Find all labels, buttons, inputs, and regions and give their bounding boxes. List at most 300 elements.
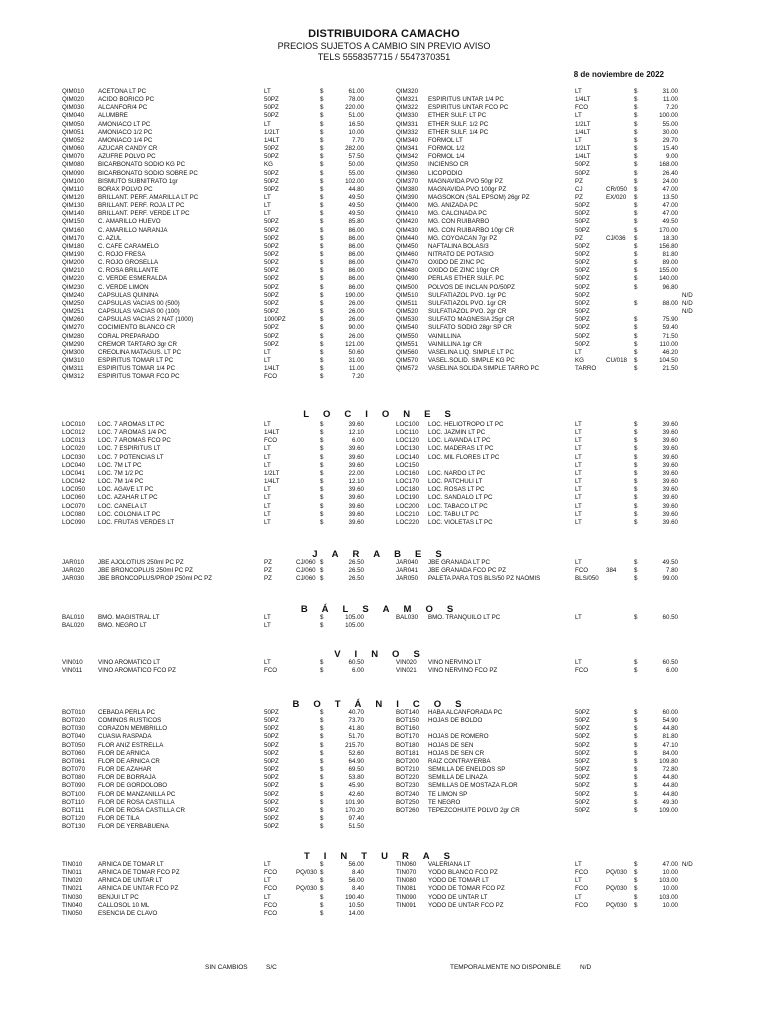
product-unit: LT [575,502,582,510]
product-code: BOT180 [396,741,420,749]
product-price: 72.80 [662,766,678,774]
product-row [0,333,768,341]
product-cur: $ [320,316,324,324]
product-row [0,96,768,104]
product-row [0,823,768,831]
product-unit: 50PZ [264,145,279,153]
product-desc: LOC. PATCHULI LT [428,478,483,486]
product-code: BOT080 [62,774,86,782]
product-price: 78.00 [348,96,364,104]
product-desc: SULFATIAZOL PVO. 2gr CR [428,308,507,316]
product-row [0,267,768,275]
product-code: QIM510 [396,291,419,299]
product-price: 39.60 [662,445,678,453]
product-desc: TE NEGRO [428,798,461,806]
product-code: LOC210 [396,510,420,518]
product-price: 47.10 [662,741,678,749]
product-price: 73.70 [348,717,364,725]
product-cur: $ [634,733,638,741]
product-code: QIM511 [396,299,418,307]
product-cur: $ [634,429,638,437]
product-price: 26.00 [348,316,364,324]
product-code: QIM321 [396,96,419,104]
product-desc: LOC. COLONIA LT PC [98,510,161,518]
document-date: 8 de noviembre de 2022 [573,70,664,79]
product-row [0,519,768,527]
product-unit: 50PZ [264,823,279,831]
product-code: QIM540 [396,324,419,332]
product-unit: 1/4LT [264,478,280,486]
product-code: LOC180 [396,486,420,494]
product-row [0,178,768,186]
product-cur: $ [634,283,638,291]
product-code: BOT170 [396,733,420,741]
product-row [0,104,768,112]
product-desc: ARNICA DE TOMAR FCO PZ [98,869,180,877]
product-unit: 50PZ [575,324,590,332]
product-desc: YODO DE UNTAR FCO PZ [428,901,504,909]
section-title: VINOS [334,649,434,660]
product-price: 101.90 [345,798,364,806]
product-desc: LOC. 7 AROMAS FCO PC [98,437,171,445]
product-code: LOC050 [62,486,86,494]
product-row [0,129,768,137]
product-price: 59.40 [662,324,678,332]
product-cur: $ [320,798,324,806]
product-desc: ETHER SULF. 1/2 PC [428,120,489,128]
product-code: BAL020 [62,622,85,630]
product-unit: LT [575,861,582,868]
product-row [0,511,768,519]
product-price: 47.00 [662,210,678,218]
product-cur: $ [634,667,638,675]
product-cur: $ [320,486,324,494]
product-code: QIM110 [62,185,84,193]
product-code: QIM312 [62,373,85,381]
product-unit: 50PZ [264,104,279,112]
product-desc: LOC. MIL FLORES LT PC [428,453,500,461]
product-desc: CAPSULAS QUININA [98,291,159,299]
product-unit: LT [575,437,582,445]
product-desc: FORMOL LT [428,136,463,144]
product-cur: $ [320,365,324,373]
product-unit: LT [264,614,271,621]
product-code: LOC041 [62,469,86,477]
product-unit: 50PZ [264,153,279,161]
product-unit: LT [264,518,271,526]
product-code: LOC012 [62,429,86,437]
product-code: QIM380 [396,185,419,193]
product-code: QIM440 [396,234,419,242]
product-desc: LOC. TABACO LT PC [428,502,488,510]
product-desc: ESPIRITUS TOMAR FCO PC [98,373,180,381]
product-price: 14.00 [348,909,364,917]
product-price: 39.60 [348,518,364,526]
product-unit: LT [575,659,582,666]
product-code: QIM150 [62,218,85,226]
product-row [0,575,768,583]
product-unit: 50PZ [575,316,590,324]
product-desc: CORAZON MEMBRILLO [98,725,168,733]
product-desc: FLOR DE BORRAJA [98,774,156,782]
product-price: 26.00 [348,299,364,307]
product-desc: BMO. MAGISTRAL LT [98,614,160,621]
product-desc: AZUFRE POLVO PC [98,153,156,161]
product-price: 100.00 [659,112,678,120]
product-cur: $ [634,461,638,469]
product-cur: $ [320,622,324,630]
product-code: QIM332 [396,128,419,136]
product-row [0,462,768,470]
product-desc: LOC. 7 POTENCIAS LT [98,453,164,461]
product-price: 39.60 [662,478,678,486]
product-cur: $ [320,251,324,258]
product-desc: ESPIRITUS TOMAR 1/4 PC [98,365,176,373]
product-cur: $ [320,169,324,177]
product-cur: $ [634,259,638,267]
product-unit: LT [264,494,271,502]
product-cur: $ [634,518,638,526]
product-sub: CJ/060 [296,567,316,575]
product-desc: PALETA PARA TOS BLS/50 PZ NAOMIS [428,575,541,583]
product-cur: $ [634,559,638,566]
product-price: 49.30 [662,798,678,806]
product-price: 89.00 [662,259,678,267]
product-code: LOC190 [396,494,420,502]
product-price: 11.00 [348,365,364,373]
product-row [0,161,768,169]
product-unit: 50PZ [575,733,590,741]
product-unit: 50PZ [575,299,590,307]
product-unit: PZ [264,559,272,566]
product-code: QIM410 [396,210,419,218]
product-price: 105.00 [345,614,364,621]
product-row [0,121,768,129]
product-row [0,717,768,725]
product-price: 47.00 [662,861,678,868]
product-unit: 50PZ [264,242,279,250]
product-unit: LT [264,202,271,210]
product-code: LOC013 [62,437,86,445]
product-unit: FCO [264,437,278,445]
product-price: 39.60 [662,461,678,469]
product-price: 47.00 [662,185,678,193]
product-unit: 1000PZ [264,316,286,324]
product-code: BOT090 [62,782,86,790]
product-unit: LT [264,88,271,95]
product-code: QIM220 [62,275,85,283]
product-unit: 50PZ [575,717,590,725]
product-cur: $ [320,437,324,445]
product-cur: $ [634,717,638,725]
product-price: 140.00 [659,275,678,283]
product-cur: $ [634,502,638,510]
product-desc: ESPIRITUS UNTAR 1/4 PC [428,96,504,104]
product-price: 86.00 [348,259,364,267]
product-desc: ACETONA LT PC [98,88,147,95]
product-desc: RAIZ CONTRAYERBA [428,757,491,765]
product-price: 49.50 [348,210,364,218]
product-desc: LOC. SANDALO LT PC [428,494,493,502]
product-price: 10.50 [348,901,364,909]
section-title: LOCIONES [303,409,465,420]
product-code: QIM560 [396,348,419,356]
product-row [0,559,768,567]
product-desc: LOC. NARDO LT PC [428,469,486,477]
product-unit: LT [575,614,582,621]
product-cur: $ [634,766,638,774]
product-unit: LT [575,518,582,526]
product-row [0,486,768,494]
product-unit: LT [264,622,271,630]
product-desc: LOC. 7 AROMAS 1/4 PC [98,429,167,437]
product-row [0,365,768,373]
product-unit: LT [264,502,271,510]
product-unit: FCO [575,869,589,877]
product-unit: LT [575,112,582,120]
product-price: 75.90 [662,316,678,324]
product-desc: JBE GRANADA FCO PC PZ [428,567,507,575]
product-code: QIM130 [62,202,85,210]
product-unit: LT [575,469,582,477]
product-price: 49.50 [662,559,678,566]
product-code: QIM051 [62,128,85,136]
product-desc: FORMOL 1/2 [428,145,465,153]
product-cur: $ [320,766,324,774]
product-desc: LOC. AZAHAR LT PC [98,494,158,502]
product-unit: 50PZ [575,291,590,299]
product-code: BOT111 [62,806,85,814]
product-code: TIN021 [62,885,83,893]
product-code: QIM460 [396,251,419,258]
product-unit: 50PZ [264,757,279,765]
product-cur: $ [634,348,638,356]
product-price: 46.20 [662,348,678,356]
product-unit: 1/2LT [575,145,591,153]
product-desc: C. ROSA BRILLANTE [98,267,159,275]
product-desc: CEBADA PERLA PC [98,709,156,716]
product-cur: $ [320,283,324,291]
product-row [0,910,768,918]
product-code: BOT040 [62,733,86,741]
product-unit: LT [575,445,582,453]
product-unit: FCO [575,901,589,909]
product-unit: LT [264,486,271,494]
product-price: 110.00 [659,340,678,348]
product-cur: $ [320,453,324,461]
product-price: 86.00 [348,251,364,258]
product-desc: BRILLANT. PERF. VERDE LT PC [98,210,190,218]
product-unit: 50PZ [264,169,279,177]
product-unit: 1/4LT [575,128,591,136]
product-price: 102.00 [345,177,364,185]
product-price: 220.00 [345,104,364,112]
product-unit: FCO [264,667,278,675]
product-cur: $ [320,136,324,144]
product-desc: LOC. 7M 1/4 PC [98,478,144,486]
product-cur: $ [634,267,638,275]
product-desc: LICOPODIO [428,169,463,177]
product-row [0,799,768,807]
product-code: BOT050 [62,741,86,749]
product-price: 168.00 [659,161,678,169]
product-code: QIM341 [396,145,419,153]
product-desc: VASELINA SOLIDA SIMPLE TARRO PC [428,365,540,373]
product-code: QIM240 [62,291,85,299]
product-desc: AMONIACO LT PC [98,120,151,128]
product-price: 190.40 [345,893,364,901]
product-price: 60.50 [348,659,364,666]
product-row [0,292,768,300]
product-desc: LOC. 7 ESPIRITUS LT [98,445,161,453]
product-desc: VAINILLINA [428,332,461,340]
product-cur: $ [320,806,324,814]
product-price: 86.00 [348,242,364,250]
product-row [0,667,768,675]
product-row [0,137,768,145]
product-desc: CAPSULAS VACIAS 2 NAT (1000) [98,316,194,324]
product-cur: $ [634,177,638,185]
product-price: 26.00 [348,332,364,340]
product-code: QIM331 [396,120,419,128]
product-code: QIM190 [62,251,85,258]
product-code: BOT200 [396,757,420,765]
product-price: 39.60 [662,518,678,526]
product-unit: 50PZ [575,766,590,774]
product-code: BAL030 [396,614,419,621]
product-code: QIM350 [396,161,419,169]
product-cur: $ [634,893,638,901]
product-cur: $ [634,885,638,893]
product-cur: $ [320,461,324,469]
product-desc: FORMOL 1/4 [428,153,465,161]
product-price: 44.80 [662,782,678,790]
product-cur: $ [320,202,324,210]
product-unit: FCO [575,885,589,893]
product-price: 88.00 [662,299,678,307]
product-code: QIM390 [396,193,419,201]
product-cur: $ [320,575,324,583]
product-price: 81.80 [662,733,678,741]
product-sub: 384 [606,567,617,575]
product-cur: $ [320,741,324,749]
product-price: 49.50 [348,193,364,201]
product-price: 109.80 [659,757,678,765]
product-row [0,877,768,885]
product-code: QIM210 [62,267,85,275]
product-cur: $ [634,790,638,798]
product-cur: $ [320,356,324,364]
product-cur: $ [320,567,324,575]
product-desc: VASEL.SOLID. SIMPLE KG PC [428,356,515,364]
product-price: 47.00 [662,202,678,210]
product-price: 53.80 [348,774,364,782]
product-desc: ESPIRITUS UNTAR FCO PC [428,104,509,112]
product-desc: CORAL PREPARADO [98,332,160,340]
product-desc: MAGNAVIDA PVO 50gr PZ [428,177,503,185]
product-price: 86.00 [348,234,364,242]
product-price: 109.00 [659,806,678,814]
product-cur: $ [634,169,638,177]
product-code: QIM270 [62,324,85,332]
product-price: 39.60 [348,486,364,494]
product-cur: $ [634,340,638,348]
product-unit: KG [264,161,273,169]
product-desc: LOC. JAZMIN LT PC [428,429,486,437]
product-code: QIM570 [396,356,419,364]
product-desc: YODO DE UNTAR LT [428,893,488,901]
product-row [0,88,768,96]
product-row [0,454,768,462]
product-price: 39.60 [662,429,678,437]
product-price: 155.00 [659,267,678,275]
product-cur: $ [634,749,638,757]
product-cur: $ [320,291,324,299]
product-price: 39.60 [662,437,678,445]
product-unit: 50PZ [264,717,279,725]
product-desc: AMONIACO 1/2 PC [98,128,153,136]
product-cur: $ [634,210,638,218]
product-cur: $ [634,453,638,461]
product-price: 44.80 [662,774,678,782]
product-code: QIM550 [396,332,419,340]
product-unit: LT [575,348,582,356]
product-cur: $ [634,153,638,161]
product-cur: $ [634,324,638,332]
product-desc: SULFATIAZOL PVO. 1gr CR [428,299,507,307]
product-unit: 50PZ [575,308,590,316]
product-code: LOC100 [396,421,420,428]
product-desc: ALUMBRE [98,112,128,120]
product-cur: $ [320,502,324,510]
section-title: BOTÁNICOS [292,699,476,710]
product-desc: BRILLANT. PERF. ROJA LT PC [98,202,185,210]
product-desc: TEPEZCOHUITE POLVO 2gr CR [428,806,520,814]
product-cur: $ [634,193,638,201]
product-desc: MG. CON RUIBARBO 10gr CR [428,226,514,234]
product-cur: $ [634,299,638,307]
product-desc: JBE BRONCOPLUS 250ml PC PZ [98,567,193,575]
product-cur: $ [634,356,638,364]
product-unit: 50PZ [575,218,590,226]
product-cur: $ [320,120,324,128]
product-desc: AMONIACO 1/4 PC [98,136,153,144]
product-code: QIM520 [396,308,419,316]
product-cur: $ [320,145,324,153]
product-unit: 50PZ [264,332,279,340]
product-desc: CALLOSOL 10 ML [98,901,150,909]
product-price: 44.80 [348,185,364,193]
product-price: 64.90 [348,757,364,765]
product-code: BOT010 [62,709,86,716]
product-code: LOC160 [396,469,420,477]
product-unit: 50PZ [264,709,279,716]
product-unit: 50PZ [264,251,279,258]
product-desc: CREOLINA MATAGUS. LT PC [98,348,182,356]
product-desc: VASELINA LIQ. SIMPLE LT PC [428,348,514,356]
product-unit: 50PZ [575,782,590,790]
product-unit: 50PZ [575,340,590,348]
product-price: 24.00 [662,177,678,185]
product-cur: $ [634,709,638,716]
product-unit: 50PZ [264,218,279,226]
product-desc: HOJAS DE ROMERO [428,733,489,741]
product-cur: $ [634,798,638,806]
product-desc: LOC. HELIOTROPO LT PC [428,421,504,428]
product-cur: $ [634,510,638,518]
product-desc: COCIMIENTO BLANCO CR [98,324,176,332]
product-price: 51.50 [348,823,364,831]
